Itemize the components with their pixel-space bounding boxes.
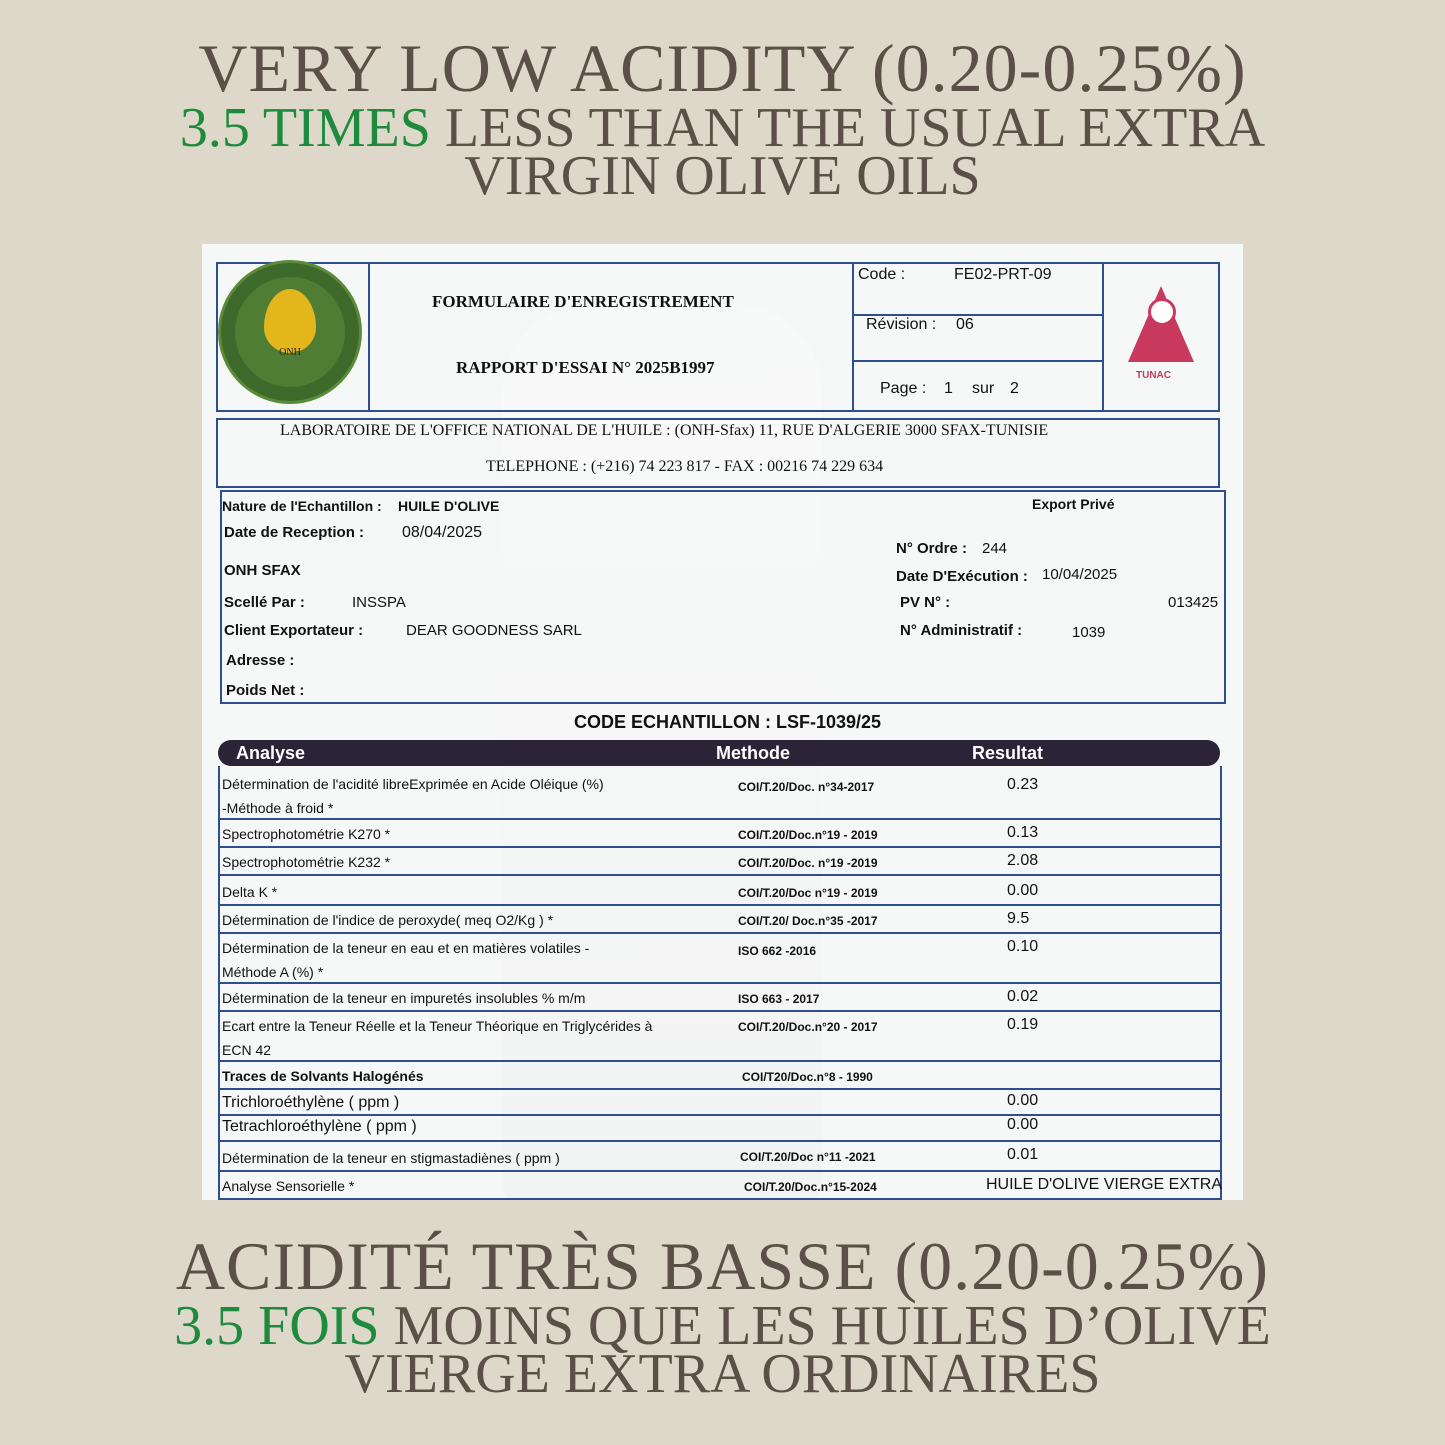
headline-fr-highlight: 3.5 FOIS bbox=[174, 1295, 380, 1357]
header-analyse: Analyse bbox=[236, 743, 306, 763]
analysis-result: 0.13 bbox=[1007, 824, 1039, 841]
analysis-method: ISO 662 -2016 bbox=[738, 944, 817, 958]
pv-label: PV N° : bbox=[900, 594, 951, 611]
onh-logo-text: ONH bbox=[279, 347, 301, 358]
analysis-result: 0.01 bbox=[1007, 1146, 1039, 1163]
client-label: Client Exportateur : bbox=[224, 622, 364, 639]
analysis-name: Détermination de la teneur en eau et en matières volatiles - bbox=[222, 940, 590, 956]
analysis-name-cont: ECN 42 bbox=[222, 1042, 272, 1058]
page-value: 1 bbox=[944, 380, 953, 397]
nature-label: Nature de l'Echantillon : bbox=[222, 498, 382, 514]
export-type: Export Privé bbox=[1032, 496, 1115, 512]
analysis-result: 0.23 bbox=[1007, 776, 1039, 793]
revision-value: 06 bbox=[956, 316, 974, 333]
analysis-method: COI/T.20/Doc.n°15-2024 bbox=[744, 1180, 877, 1194]
page-sur: sur bbox=[972, 380, 995, 397]
scelle-value: INSSPA bbox=[352, 594, 406, 611]
header-methode: Methode bbox=[716, 743, 790, 763]
analysis-method: ISO 663 - 2017 bbox=[738, 992, 820, 1006]
headline-en-line3: VIRGIN OLIVE OILS bbox=[464, 145, 981, 207]
tunac-logo-text: TUNAC bbox=[1136, 370, 1171, 381]
headline-fr-line2-rest: MOINS QUE LES HUILES D’OLIVE bbox=[379, 1295, 1271, 1357]
form-title: FORMULAIRE D'ENREGISTREMENT bbox=[432, 292, 734, 311]
headline-en-line1: VERY LOW ACIDITY (0.20-0.25%) bbox=[198, 30, 1247, 106]
analysis-name: Spectrophotométrie K270 * bbox=[222, 826, 391, 842]
page-total: 2 bbox=[1010, 380, 1019, 397]
revision-label: Révision : bbox=[866, 316, 937, 333]
analysis-name: Spectrophotométrie K232 * bbox=[222, 854, 391, 870]
analysis-method: COI/T20/Doc.n°8 - 1990 bbox=[742, 1070, 873, 1084]
date-exec-value: 10/04/2025 bbox=[1042, 566, 1118, 583]
analysis-result: 2.08 bbox=[1007, 852, 1039, 869]
analysis-result: 0.19 bbox=[1007, 1016, 1039, 1033]
date-reception-label: Date de Reception : bbox=[224, 524, 365, 541]
code-label: Code : bbox=[858, 266, 906, 283]
analysis-result: 0.00 bbox=[1007, 1092, 1039, 1109]
adresse-label: Adresse : bbox=[226, 652, 295, 669]
date-exec-label: Date D'Exécution : bbox=[896, 568, 1028, 585]
lab-report-document bbox=[202, 244, 1243, 1200]
results-header-bar bbox=[218, 740, 1220, 766]
analysis-method: COI/T.20/Doc. n°34-2017 bbox=[738, 780, 875, 794]
analysis-method: COI/T.20/Doc.n°19 - 2019 bbox=[738, 828, 878, 842]
client-value: DEAR GOODNESS SARL bbox=[406, 622, 582, 639]
lab-phone: TELEPHONE : (+216) 74 223 817 - FAX : 00216 74 229 634 bbox=[486, 458, 884, 475]
analysis-method: COI/T.20/Doc n°11 -2021 bbox=[740, 1150, 876, 1164]
analysis-method: COI/T.20/Doc. n°19 -2019 bbox=[738, 856, 878, 870]
analysis-method: COI/T.20/Doc n°19 - 2019 bbox=[738, 886, 878, 900]
analysis-result: HUILE D'OLIVE VIERGE EXTRA bbox=[986, 1176, 1223, 1193]
analysis-name: Analyse Sensorielle * bbox=[222, 1178, 355, 1194]
page-label: Page : bbox=[880, 380, 927, 397]
analysis-result: 0.02 bbox=[1007, 988, 1039, 1005]
headline-en-line2-rest: LESS THAN THE USUAL EXTRA bbox=[430, 97, 1266, 159]
ordre-label: N° Ordre : bbox=[896, 540, 968, 557]
analysis-method: COI/T.20/Doc.n°20 - 2017 bbox=[738, 1020, 878, 1034]
analysis-method: COI/T.20/ Doc.n°35 -2017 bbox=[738, 914, 878, 928]
header-frame bbox=[216, 262, 1220, 412]
admin-value: 1039 bbox=[1072, 624, 1106, 641]
analysis-name: Traces de Solvants Halogénés bbox=[222, 1068, 424, 1084]
analysis-name: Détermination de la teneur en impuretés insolubles % m/m bbox=[222, 990, 586, 1006]
analysis-name-cont: -Méthode à froid * bbox=[222, 800, 334, 816]
analysis-result: 9.5 bbox=[1007, 910, 1030, 927]
scelle-label: Scellé Par : bbox=[224, 594, 305, 611]
analysis-name: Trichloroéthylène ( ppm ) bbox=[222, 1094, 400, 1111]
analysis-name: Tetrachloroéthylène ( ppm ) bbox=[222, 1118, 417, 1135]
analysis-name: Détermination de la teneur en stigmastadiènes ( ppm ) bbox=[222, 1150, 560, 1166]
analysis-name: Détermination de l'acidité libreExprimée en Acide Oléique (%) bbox=[222, 776, 604, 792]
report-title: RAPPORT D'ESSAI N° 2025B1997 bbox=[456, 358, 715, 377]
tunac-logo bbox=[1110, 268, 1210, 398]
analysis-result: 0.00 bbox=[1007, 882, 1039, 899]
poids-label: Poids Net : bbox=[226, 682, 305, 699]
lab-address: LABORATOIRE DE L'OFFICE NATIONAL DE L'HUILE : (ONH-Sfax) 11, RUE D'ALGERIE 3000 SFAX-TUNISIE bbox=[280, 422, 1049, 439]
ordre-value: 244 bbox=[982, 540, 1008, 557]
admin-label: N° Administratif : bbox=[900, 622, 1023, 639]
analysis-result: 0.10 bbox=[1007, 938, 1039, 955]
origin: ONH SFAX bbox=[224, 562, 301, 579]
analysis-name: Détermination de l'indice de peroxyde( meq O2/Kg ) * bbox=[222, 912, 554, 928]
pv-value: 013425 bbox=[1168, 594, 1219, 611]
headline-fr-line1: ACIDITÉ TRÈS BASSE (0.20-0.25%) bbox=[175, 1228, 1270, 1304]
date-reception-value: 08/04/2025 bbox=[402, 524, 483, 541]
analysis-name-cont: Méthode A (%) * bbox=[222, 964, 324, 980]
code-value: FE02-PRT-09 bbox=[954, 266, 1052, 283]
analysis-name: Ecart entre la Teneur Réelle et la Teneur Théorique en Triglycérides à bbox=[222, 1018, 653, 1034]
headline-fr-line3: VIERGE EXTRA ORDINAIRES bbox=[344, 1343, 1101, 1405]
onh-logo bbox=[218, 260, 362, 404]
code-echantillon: CODE ECHANTILLON : LSF-1039/25 bbox=[574, 712, 882, 732]
header-resultat: Resultat bbox=[972, 743, 1044, 763]
analysis-result: 0.00 bbox=[1007, 1116, 1039, 1133]
nature-value: HUILE D'OLIVE bbox=[398, 498, 500, 514]
analysis-name: Delta K * bbox=[222, 884, 278, 900]
headline-en-highlight: 3.5 TIMES bbox=[179, 97, 431, 159]
